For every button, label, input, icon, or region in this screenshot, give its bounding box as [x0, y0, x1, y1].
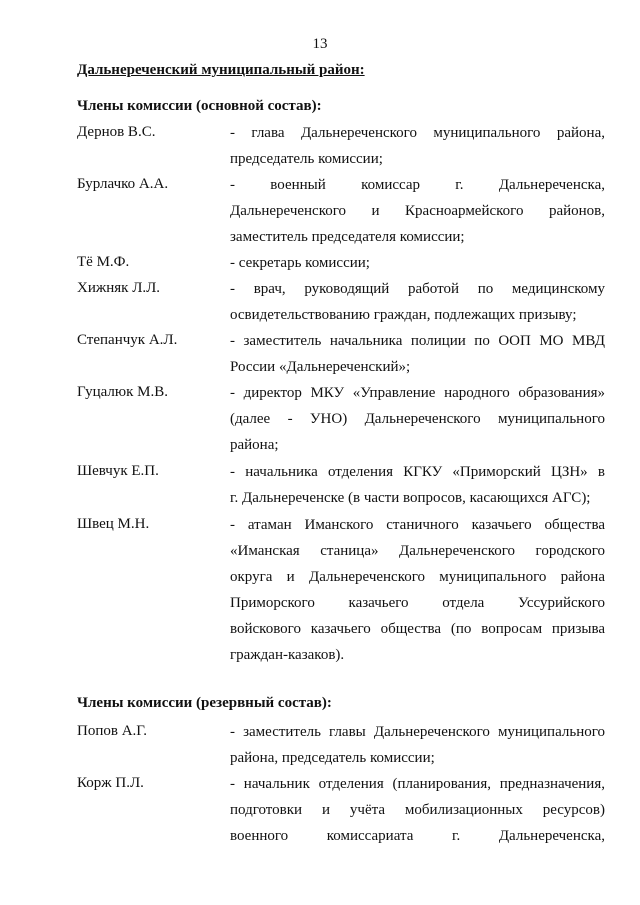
role-line: подготовки и учёта мобилизационных ресурсов) — [230, 802, 605, 818]
role-line: - атаман Иманского станичного казачьего общества — [230, 517, 605, 533]
role-line: (далее - УНО) Дальнереченского муниципального — [230, 411, 605, 427]
member-role — [230, 120, 605, 172]
role-line: - глава Дальнереченского муниципального района, — [230, 125, 605, 141]
role-line: - директор МКУ «Управление народного образования» — [230, 385, 605, 401]
member-role — [230, 328, 605, 380]
member-role — [230, 276, 605, 328]
role-line: «Иманская станица» Дальнереченского городского — [230, 543, 605, 559]
role-line: района; — [230, 437, 279, 453]
member-role — [230, 771, 605, 849]
role-line: - врач, руководящий работой по медицинскому — [230, 281, 605, 297]
role-line: округа и Дальнереченского муниципального района — [230, 569, 605, 585]
page-number: 13 — [312, 36, 328, 52]
main-composition-heading: Члены комиссии (основной состав): — [77, 98, 322, 114]
role-line: - начальник отделения (планирования, предназначения, — [230, 776, 605, 792]
member-role — [230, 512, 605, 668]
reserve-composition-heading: Члены комиссии (резервный состав): — [77, 695, 332, 711]
role-line: России «Дальнереченский»; — [230, 359, 411, 375]
member-role — [230, 459, 605, 511]
member-name: Тё М.Ф. — [77, 254, 130, 270]
member-name: Степанчук А.Л. — [77, 332, 178, 348]
role-line: - начальника отделения КГКУ «Приморский ЦЗН» в — [230, 464, 605, 480]
member-role — [230, 719, 605, 771]
member-role — [230, 172, 605, 250]
member-name: Попов А.Г. — [77, 723, 148, 739]
role-line: войскового казачьего общества (по вопросам призыва — [230, 621, 605, 637]
member-name: Шевчук Е.П. — [77, 463, 159, 479]
member-role — [230, 380, 605, 458]
role-line: г. Дальнереченске (в части вопросов, касающихся АГС); — [230, 490, 591, 506]
role-line: военного комиссариата г. Дальнереченска, — [230, 828, 605, 844]
role-line: граждан-казаков). — [230, 647, 345, 663]
member-name: Хижняк Л.Л. — [77, 280, 161, 296]
member-name: Корж П.Л. — [77, 775, 144, 791]
role-line: председатель комиссии; — [230, 151, 383, 167]
role-line: - секретарь комиссии; — [230, 255, 370, 271]
member-role — [230, 250, 605, 276]
role-line: района, председатель комиссии; — [230, 750, 435, 766]
role-line: освидетельствованию граждан, подлежащих призыву; — [230, 307, 577, 323]
member-name: Швец М.Н. — [77, 516, 150, 532]
member-name: Дернов В.С. — [77, 124, 156, 140]
role-line: - военный комиссар г. Дальнереченска, — [230, 177, 605, 193]
member-name: Гуцалюк М.В. — [77, 384, 168, 400]
member-name: Бурлачко А.А. — [77, 176, 169, 192]
district-title: Дальнереченский муниципальный район: — [77, 62, 365, 78]
role-line: - заместитель начальника полиции по ООП МО МВД — [230, 333, 605, 349]
role-line: Приморского казачьего отдела Уссурийского — [230, 595, 605, 611]
role-line: - заместитель главы Дальнереченского муниципального — [230, 724, 605, 740]
role-line: заместитель председателя комиссии; — [230, 229, 465, 245]
role-line: Дальнереченского и Красноармейского районов, — [230, 203, 605, 219]
